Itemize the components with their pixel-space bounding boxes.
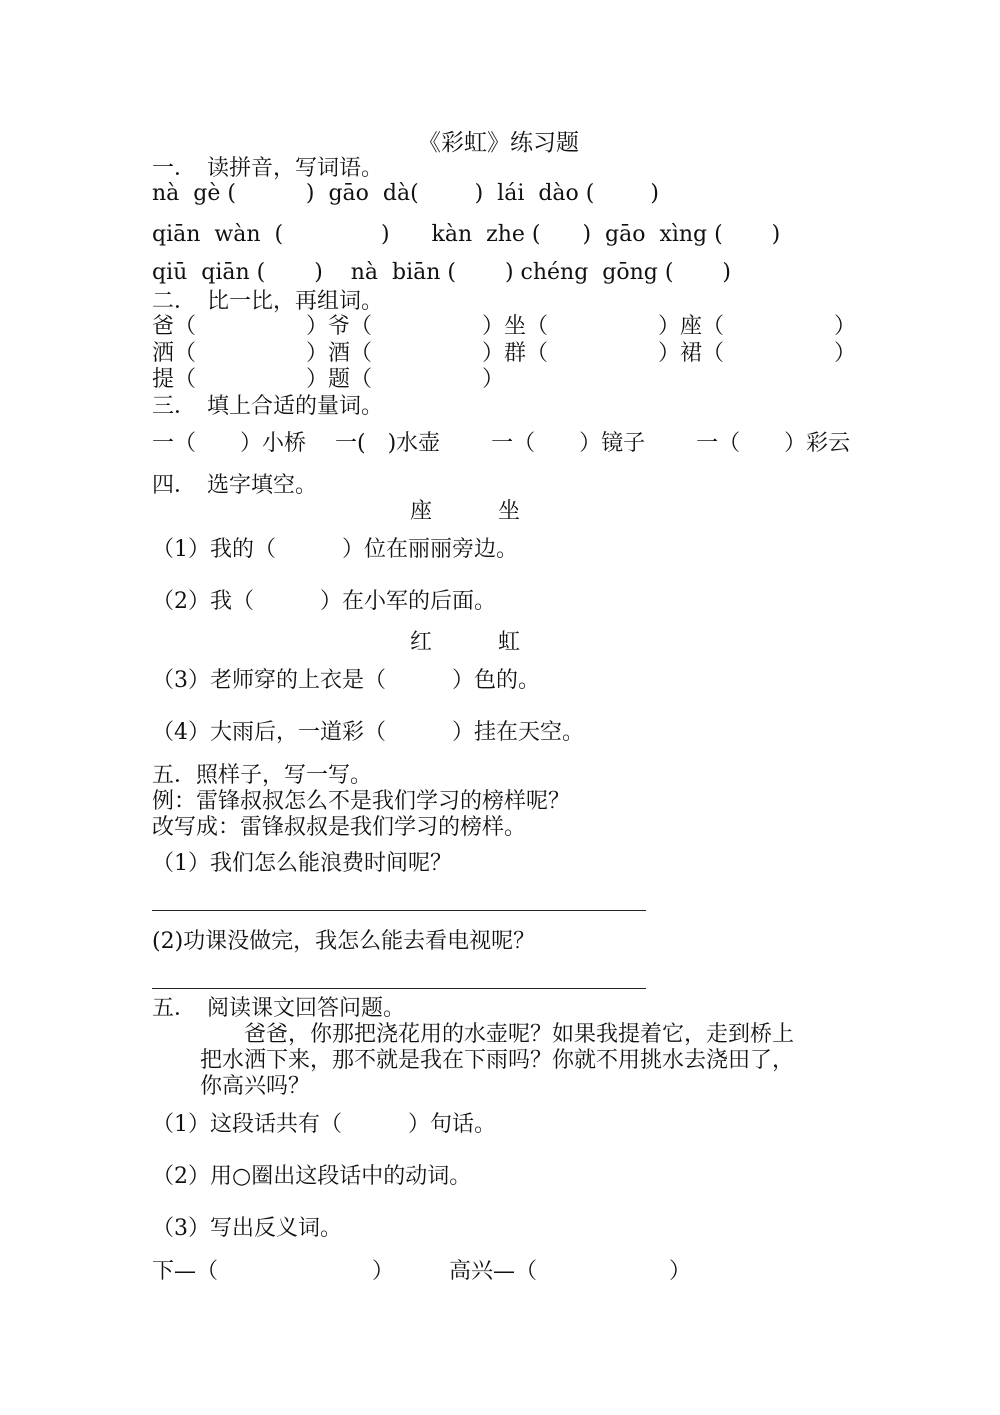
pinyin-row-1: nà gè ( ) gāo dà( ) lái dào ( ) bbox=[152, 181, 659, 206]
answer-line-1[interactable] bbox=[152, 910, 646, 911]
pinyin-row-3: qiū qiān ( ) nà biān ( ) chéng gōng ( ) bbox=[152, 260, 731, 285]
passage-line-3: 你高兴吗？ bbox=[200, 1074, 311, 1099]
section5-heading: 五．照样子，写一写。 bbox=[152, 763, 373, 788]
compare-row-3: 提（ ）题（ ） bbox=[152, 367, 505, 392]
choice-pair-1: 座 坐 bbox=[410, 499, 521, 524]
passage-line-2: 把水洒下来，那不就是我在下雨吗？你就不用挑水去浇田了， bbox=[200, 1048, 795, 1073]
reading-question-2: （2）用○圈出这段话中的动词。 bbox=[152, 1164, 472, 1189]
passage-line-1: 爸爸，你那把浇花用的水壶呢？如果我提着它，走到桥上 bbox=[200, 1022, 795, 1047]
section3-heading: 三． 填上合适的量词。 bbox=[152, 394, 384, 419]
measure-word-row: 一（ ）小桥 一( )水壶 一（ ）镜子 一（ ）彩云 bbox=[152, 431, 851, 456]
section1-heading: 一． 读拼音，写词语。 bbox=[152, 156, 384, 181]
compare-row-2: 洒（ ）酒（ ）群（ ）裙（ ） bbox=[152, 341, 857, 366]
rewrite-question-2: (2)功课没做完，我怎么能去看电视呢？ bbox=[152, 929, 536, 954]
fill-question-2: （2）我（ ）在小军的后面。 bbox=[152, 589, 496, 614]
choice-pair-2: 红 虹 bbox=[410, 630, 521, 655]
section4-heading: 四． 选字填空。 bbox=[152, 473, 318, 498]
answer-line-2[interactable] bbox=[152, 988, 646, 989]
page-title: 《彩虹》练习题 bbox=[418, 130, 579, 156]
reading-question-3: （3）写出反义词。 bbox=[152, 1216, 342, 1241]
rewrite-sentence: 改写成：雷锋叔叔是我们学习的榜样。 bbox=[152, 815, 527, 840]
section2-heading: 二． 比一比，再组词。 bbox=[152, 289, 384, 314]
fill-question-4: （4）大雨后，一道彩（ ）挂在天空。 bbox=[152, 720, 584, 745]
reading-question-1: （1）这段话共有（ ）句话。 bbox=[152, 1112, 496, 1137]
example-sentence: 例：雷锋叔叔怎么不是我们学习的榜样呢？ bbox=[152, 789, 571, 814]
pinyin-row-2: qiān wàn ( ) kàn zhe ( ) gāo xìng ( ) bbox=[152, 222, 781, 247]
rewrite-question-1: （1）我们怎么能浪费时间呢？ bbox=[152, 851, 452, 876]
compare-row-1: 爸（ ）爷（ ）坐（ ）座（ ） bbox=[152, 314, 857, 339]
section6-heading: 五． 阅读课文回答问题。 bbox=[152, 996, 406, 1021]
fill-question-1: （1）我的（ ）位在丽丽旁边。 bbox=[152, 537, 518, 562]
fill-question-3: （3）老师穿的上衣是（ ）色的。 bbox=[152, 668, 540, 693]
antonym-row: 下—（ ） 高兴—（ ） bbox=[152, 1259, 692, 1284]
